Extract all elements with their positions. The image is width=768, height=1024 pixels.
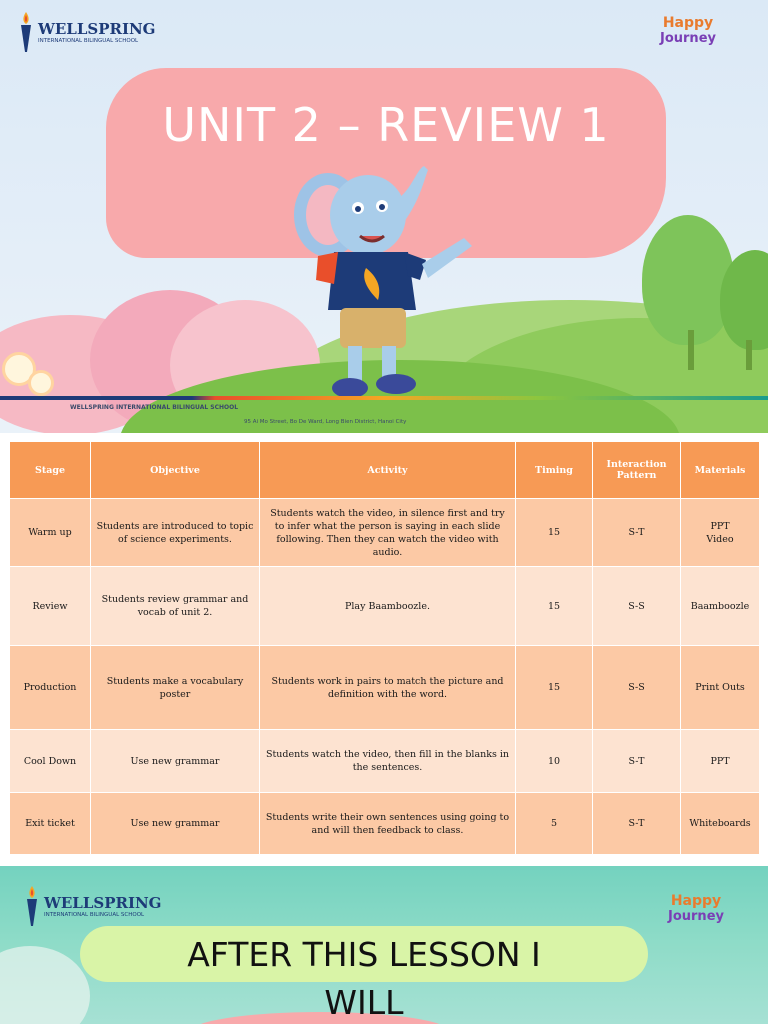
wellspring-logo — [24, 884, 162, 928]
header-activity: Activity — [260, 442, 516, 499]
table-row — [10, 499, 760, 567]
torch-icon — [24, 884, 40, 928]
slide-title-unit2-review — [0, 0, 768, 433]
badge-word-journey: Journey — [660, 31, 716, 46]
footer-school-name: WELLSPRING INTERNATIONAL BILINGUAL SCHOOL — [70, 404, 239, 411]
slide-title-line2: WILL — [324, 983, 404, 1022]
logo-subtitle: INTERNATIONAL BILINGUAL SCHOOL — [44, 912, 145, 918]
tree-trunk — [746, 340, 752, 370]
cell-timing: 10 — [516, 730, 593, 793]
badge-word-journey: Journey — [668, 909, 724, 924]
happy-journey-badge — [668, 894, 724, 924]
cell-materials: Print Outs — [681, 646, 760, 730]
cell-objective: Use new grammar — [91, 793, 260, 855]
cell-activity: Students work in pairs to match the picture and definition with the word. — [260, 646, 516, 730]
lesson-plan-table-container — [9, 441, 759, 855]
cell-stage: Cool Down — [10, 730, 91, 793]
cell-activity: Students watch the video, then fill in the blanks in the sentences. — [260, 730, 516, 793]
lesson-plan-table — [9, 441, 760, 855]
logo-brand: WELLSPRING — [38, 20, 156, 38]
logo-subtitle: INTERNATIONAL BILINGUAL SCHOOL — [38, 38, 139, 44]
table-header-row — [10, 442, 760, 499]
cell-activity: Students watch the video, in silence first and try to infer what the person is saying in each slide following. Then they can watch the video with audio. — [260, 499, 516, 567]
cell-timing: 15 — [516, 567, 593, 646]
slide-after-this-lesson — [0, 866, 768, 1024]
cell-interaction: S-T — [593, 793, 681, 855]
cell-objective: Students review grammar and vocab of unit 2. — [91, 567, 260, 646]
elephant-mascot — [288, 160, 478, 415]
header-stage: Stage — [10, 442, 91, 499]
table-row — [10, 730, 760, 793]
cell-materials: Whiteboards — [681, 793, 760, 855]
logo-brand: WELLSPRING — [44, 894, 162, 912]
background-cloud — [0, 946, 90, 1024]
header-timing: Timing — [516, 442, 593, 499]
header-interaction-pattern: Interaction Pattern — [593, 442, 681, 499]
cell-timing: 15 — [516, 646, 593, 730]
table-row — [10, 646, 760, 730]
cell-stage: Warm up — [10, 499, 91, 567]
tree-trunk — [688, 330, 694, 370]
table-row — [10, 567, 760, 646]
cell-timing: 5 — [516, 793, 593, 855]
cell-interaction: S-S — [593, 567, 681, 646]
cell-objective: Students are introduced to topic of science experiments. — [91, 499, 260, 567]
badge-word-happy: Happy — [670, 893, 722, 909]
torch-icon — [18, 10, 34, 54]
tree-illustration — [642, 215, 734, 345]
cell-materials: PPT — [681, 730, 760, 793]
table-row — [10, 793, 760, 855]
cell-timing: 15 — [516, 499, 593, 567]
cell-objective: Students make a vocabulary poster — [91, 646, 260, 730]
header-objective: Objective — [91, 442, 260, 499]
cell-interaction: S-T — [593, 730, 681, 793]
slide-title-line1: AFTER THIS LESSON I — [187, 935, 541, 974]
flower-illustration — [28, 370, 54, 396]
cell-materials: Baamboozle — [681, 567, 760, 646]
wellspring-logo — [18, 10, 156, 54]
footer-stripe — [0, 396, 768, 400]
cell-materials: PPT Video — [681, 499, 760, 567]
cell-interaction: S-S — [593, 646, 681, 730]
cell-stage: Review — [10, 567, 91, 646]
footer-address: 95 Ai Mo Street, Bo De Ward, Long Bien District, Hanoi City — [244, 419, 407, 425]
cell-activity: Play Baamboozle. — [260, 567, 516, 646]
cell-interaction: S-T — [593, 499, 681, 567]
badge-word-happy: Happy — [662, 15, 714, 31]
happy-journey-badge — [660, 16, 716, 46]
header-materials: Materials — [681, 442, 760, 499]
slide-title: UNIT 2 – REVIEW 1 — [162, 98, 610, 152]
cell-stage: Production — [10, 646, 91, 730]
cell-stage: Exit ticket — [10, 793, 91, 855]
cell-activity: Students write their own sentences using going to and will then feedback to class. — [260, 793, 516, 855]
cell-objective: Use new grammar — [91, 730, 260, 793]
